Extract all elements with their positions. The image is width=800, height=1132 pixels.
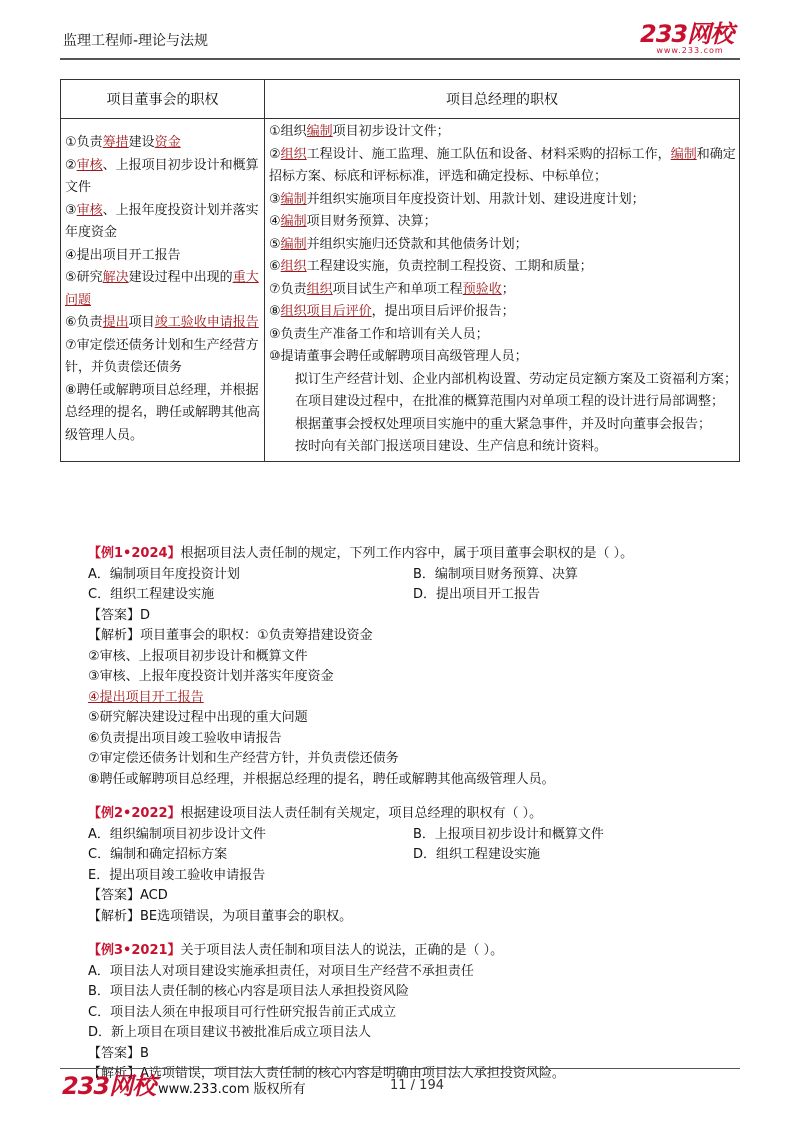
text-run: 拟订生产经营计划、企业内部机构设置、劳动定员定额方案及工资福利方案； <box>295 371 738 387</box>
text-run: ⑥负责 <box>65 315 103 331</box>
manager-authority-item <box>269 256 737 279</box>
text-run: ①组织 <box>269 124 307 139</box>
text-run: 在项目建设过程中，在批准的概算范围内对单项工程的设计进行局部调整； <box>295 394 725 409</box>
option: B．项目法人责任制的核心内容是项目法人承担投资风险 <box>88 984 409 999</box>
option: A．项目法人对项目建设实施承担责任，对项目生产经营不承担责任 <box>88 963 474 979</box>
brand-logo-text: 233网校 <box>640 20 734 48</box>
highlighted-keyword: 组织项目后评价 <box>280 304 372 319</box>
highlighted-keyword: 编制 <box>670 146 697 162</box>
analysis-line <box>88 688 748 709</box>
manager-authority-item <box>269 211 737 234</box>
text-run: ④ <box>269 214 281 229</box>
highlighted-keyword: 编制 <box>306 124 333 139</box>
option: C．项目法人须在申报项目可行性研究报告前正式成立 <box>88 1004 397 1020</box>
board-authority-item <box>65 132 260 155</box>
board-authority-item <box>65 335 260 380</box>
manager-authority-paragraph <box>269 436 737 459</box>
example-block <box>88 941 748 1085</box>
highlighted-keyword: 组织 <box>306 281 333 297</box>
example-questions <box>88 544 748 1099</box>
text-run: ⑤研究 <box>65 270 103 286</box>
example-block <box>88 804 748 927</box>
footer-copyright: www.233.com 版权所有 <box>158 1082 306 1097</box>
text-run: 、上报项目初步设计和概算文件 <box>65 157 259 196</box>
text-run: ④提出项目开工报告 <box>65 247 181 263</box>
manager-authority-item <box>269 346 737 369</box>
option: B．编制项目财务预算、决算 <box>413 566 578 582</box>
analysis-line <box>88 749 748 770</box>
example-question <box>88 544 748 565</box>
board-authority-cell <box>61 119 265 462</box>
highlighted-keyword: 编制 <box>280 191 307 207</box>
text-run: 根据董事会授权处理项目实施中的重大紧急事件，并及时向董事会报告； <box>295 416 712 432</box>
option: D．提出项目开工报告 <box>413 587 541 602</box>
option: C．编制和确定招标方案 <box>88 847 228 862</box>
text-run: 项目 <box>128 315 155 331</box>
option: E．提出项目竣工验收申请报告 <box>88 867 266 883</box>
option: D．组织工程建设实施 <box>413 847 541 862</box>
brand-logo-url: www.233.com <box>656 46 724 55</box>
answer: 【答案】ACD <box>88 888 168 903</box>
manager-authority-item <box>269 189 737 212</box>
text-run: 建设 <box>128 135 155 151</box>
answer: 【答案】B <box>88 1045 149 1061</box>
highlighted-keyword: ④提出项目开工报告 <box>88 689 204 705</box>
question-text: 根据建设项目法人责任制有关规定，项目总经理的职权有（ ）。 <box>180 806 543 821</box>
text-run: 和确定招标方案、标底和评标标准，评选和确定投标、中标单位； <box>269 146 736 184</box>
text-run: 【解析】项目董事会的职权：①负责筹措建设资金 <box>88 628 373 643</box>
analysis-line <box>88 626 748 647</box>
text-run: 项目财务预算、决算； <box>306 214 437 229</box>
board-authority-item <box>65 267 260 312</box>
authority-table <box>60 79 740 462</box>
highlighted-keyword: 审核 <box>76 157 103 173</box>
option: C．组织工程建设实施 <box>88 587 215 602</box>
text-run: ⑦审定偿还债务计划和生产经营方针，并负责偿还债务 <box>88 751 399 766</box>
manager-authority-item <box>269 234 737 257</box>
manager-authority-paragraph <box>269 391 737 414</box>
highlighted-keyword: 编制 <box>280 214 307 229</box>
header-divider <box>60 58 740 60</box>
highlighted-keyword: 组织 <box>280 146 307 162</box>
footer-logo[interactable]: 233网校 <box>62 1072 156 1100</box>
text-run: ⑧聘任或解聘项目总经理，并根据总经理的提名，聘任或解聘其他高级管理人员。 <box>65 382 261 443</box>
text-run: ⑥ <box>269 259 281 274</box>
right-column-header: 项目总经理的职权 <box>265 80 740 119</box>
example-label: 【例2•2022】 <box>88 806 181 821</box>
options-row <box>88 845 748 866</box>
highlighted-keyword: 提出 <box>102 315 129 331</box>
board-authority-item <box>65 312 260 335</box>
manager-authority-item <box>269 121 737 144</box>
board-authority-item <box>65 380 260 448</box>
text-run: ⑦审定偿还债务计划和生产经营方针，并负责偿还债务 <box>65 337 259 376</box>
options-row <box>88 565 748 586</box>
text-run: ③审核、上报年度投资计划并落实年度资金 <box>88 669 334 684</box>
page-header-title: 监理工程师-理论与法规 <box>63 33 209 49</box>
question-text: 根据项目法人责任制的规定，下列工作内容中，属于项目董事会职权的是（ ）。 <box>180 546 634 561</box>
manager-authority-item <box>269 144 737 189</box>
option: B．上报项目初步设计和概算文件 <box>413 826 604 842</box>
highlighted-keyword: 重大问题 <box>65 270 259 308</box>
answer: 【答案】D <box>88 607 151 623</box>
highlighted-keyword: 预验收 <box>462 281 502 297</box>
highlighted-keyword: 筹措 <box>102 135 129 151</box>
analysis-line <box>88 729 748 750</box>
text-run: ⑤ <box>269 236 281 252</box>
text-run: ③ <box>65 202 77 218</box>
example-question <box>88 941 748 962</box>
text-run: ⑩提请董事会聘任或解聘项目高级管理人员； <box>269 349 528 364</box>
options-row <box>88 866 748 887</box>
example-question <box>88 804 748 825</box>
analysis-line <box>88 770 748 791</box>
question-text: 关于项目法人责任制和项目法人的说法，正确的是（ ）。 <box>180 943 504 958</box>
analysis-line <box>88 667 748 688</box>
highlighted-keyword: 解决 <box>102 270 129 286</box>
text-run: 工程设计、施工监理、施工队伍和设备、材料采购的招标工作， <box>306 146 671 162</box>
text-run: 、上报年度投资计划并落实年度资金 <box>65 202 259 241</box>
text-run: 工程建设实施，负责控制工程投资、工期和质量； <box>306 259 593 274</box>
board-authority-item <box>65 245 260 268</box>
text-run: ② <box>269 146 281 162</box>
highlighted-keyword: 编制 <box>280 236 307 252</box>
text-run: ② <box>65 157 77 173</box>
option: A．组织编制项目初步设计文件 <box>88 826 266 842</box>
text-run: ； <box>501 281 515 297</box>
manager-authority-paragraph <box>269 414 737 437</box>
options-row <box>88 585 748 606</box>
text-run: ⑧ <box>269 304 281 319</box>
manager-authority-item <box>269 279 737 302</box>
example-label: 【例1•2024】 <box>88 546 181 561</box>
text-run: ⑦负责 <box>269 281 307 297</box>
manager-authority-item <box>269 301 737 324</box>
manager-authority-cell <box>265 119 740 462</box>
text-run: ⑤研究解决建设过程中出现的重大问题 <box>88 710 308 725</box>
text-run: ①负责 <box>65 135 103 151</box>
option: A．编制项目年度投资计划 <box>88 566 240 582</box>
left-column-header: 项目董事会的职权 <box>61 80 265 119</box>
example-block <box>88 544 748 790</box>
text-run: ⑧聘任或解聘项目总经理，并根据总经理的提名，聘任或解聘其他高级管理人员。 <box>88 771 555 787</box>
text-run: ，提出项目后评价报告； <box>371 304 515 319</box>
text-run: 项目初步设计文件； <box>332 124 450 139</box>
manager-authority-item <box>269 324 737 347</box>
highlighted-keyword: 资金 <box>154 135 181 151</box>
text-run: ⑥负责提出项目竣工验收申请报告 <box>88 730 282 746</box>
brand-logo[interactable] <box>640 22 740 55</box>
analysis-line <box>88 647 748 668</box>
example-label: 【例3•2021】 <box>88 943 181 958</box>
text-run: 并组织实施项目年度投资计划、用款计划、建设进度计划； <box>306 191 645 207</box>
footer-divider <box>60 1068 740 1069</box>
analysis-line <box>88 708 748 729</box>
board-authority-item <box>65 200 260 245</box>
highlighted-keyword: 审核 <box>76 202 103 218</box>
text-run: ⑨负责生产准备工作和培训有关人员； <box>269 326 489 342</box>
text-run: 【解析】A选项错误，项目法人责任制的核心内容是明确由项目法人承担投资风险。 <box>88 1066 565 1081</box>
option: D．新上项目在项目建议书被批准后成立项目法人 <box>88 1025 372 1040</box>
analysis-line <box>88 907 748 928</box>
text-run: ②审核、上报项目初步设计和概算文件 <box>88 648 308 664</box>
board-authority-item <box>65 155 260 200</box>
page-number: 11 / 194 <box>390 1078 444 1093</box>
manager-authority-paragraph <box>269 369 737 392</box>
text-run: 并组织实施归还贷款和其他债务计划； <box>306 236 528 252</box>
highlighted-keyword: 组织 <box>280 259 307 274</box>
options-row <box>88 825 748 846</box>
text-run: 建设过程中出现的 <box>128 270 233 286</box>
text-run: ③ <box>269 191 281 207</box>
text-run: 项目试生产和单项工程 <box>332 281 463 297</box>
text-run: 【解析】BE选项错误，为项目董事会的职权。 <box>88 908 353 924</box>
text-run: 按时向有关部门报送项目建设、生产信息和统计资料。 <box>295 439 608 454</box>
highlighted-keyword: 竣工验收申请报告 <box>154 315 259 331</box>
